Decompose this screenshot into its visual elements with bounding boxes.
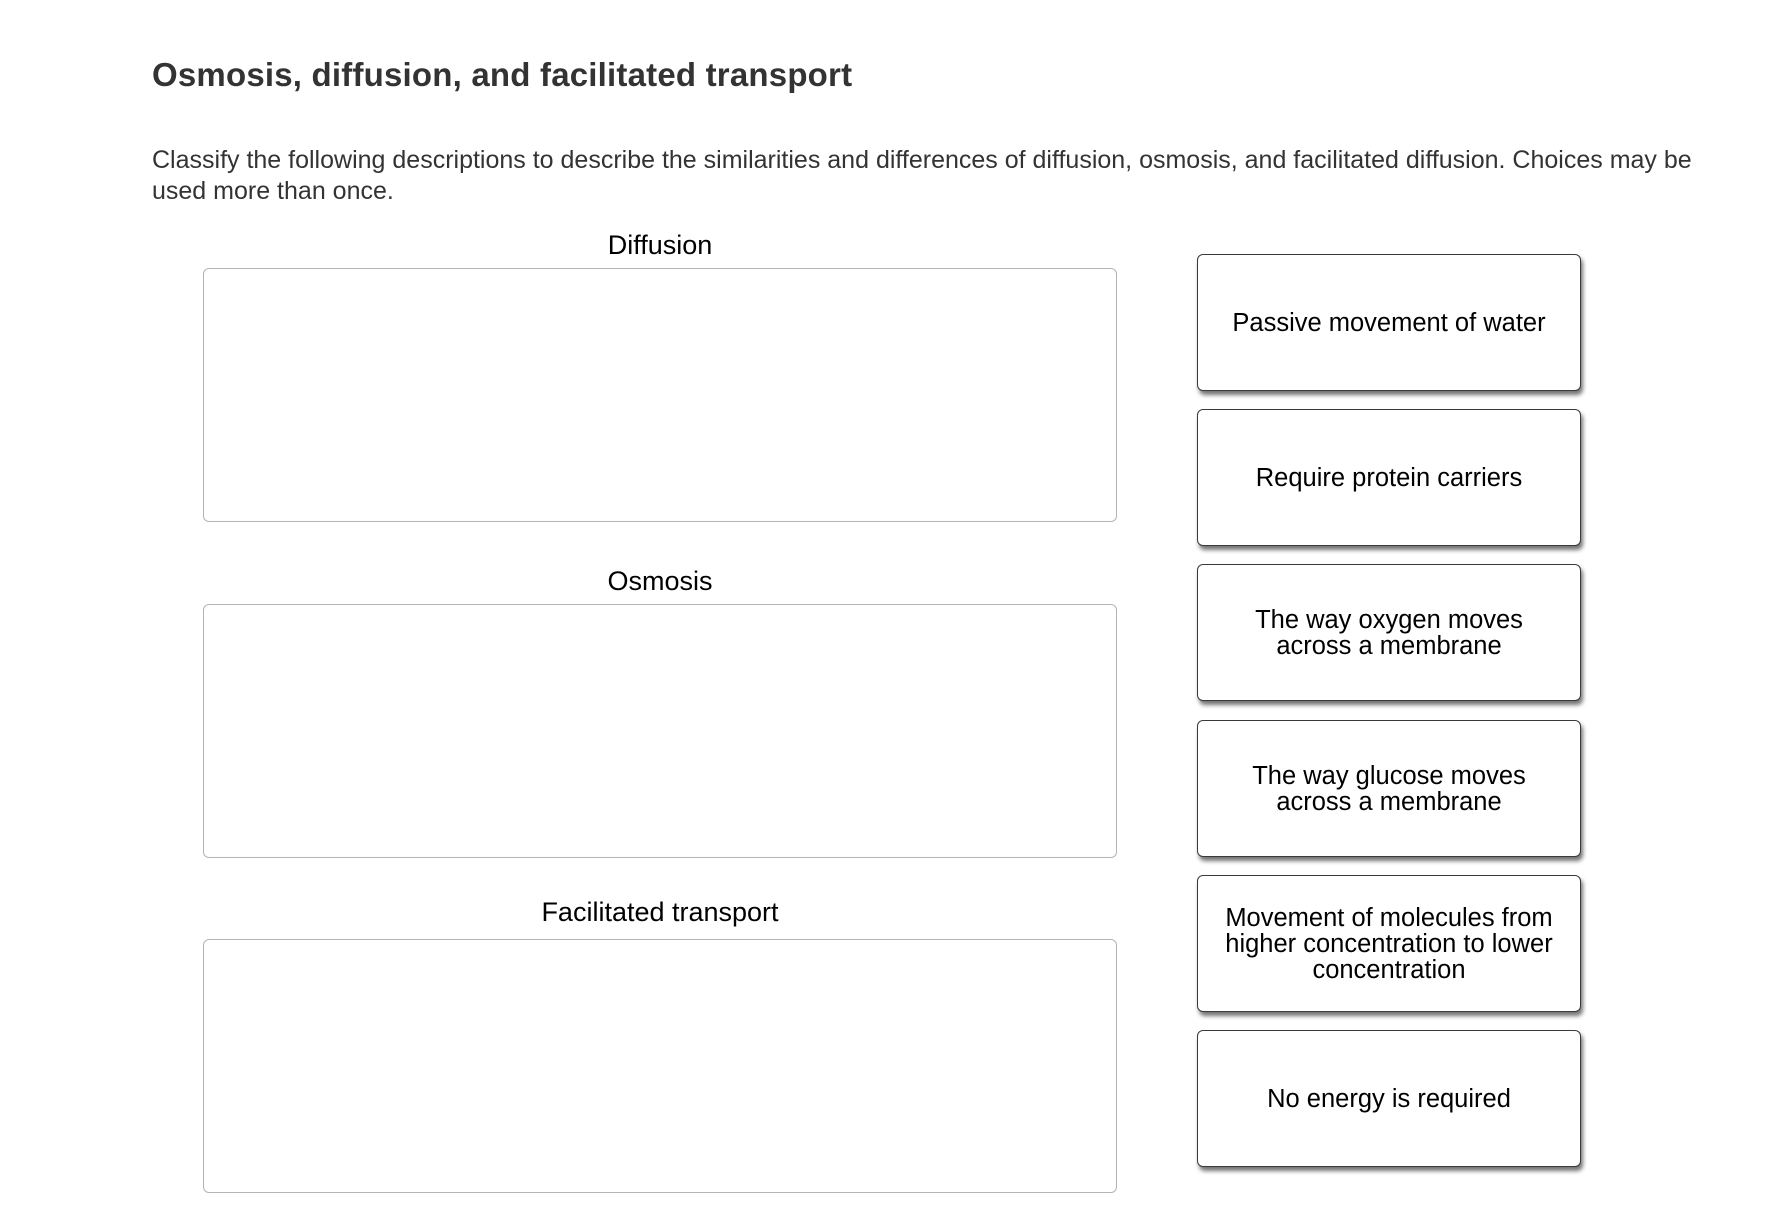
choice-label: No energy is required bbox=[1267, 1084, 1511, 1113]
choice-higher-to-lower-concentration[interactable] bbox=[1197, 875, 1581, 1012]
choice-passive-movement-of-water[interactable] bbox=[1197, 254, 1581, 391]
category-label-facilitated-transport: Facilitated transport bbox=[541, 897, 779, 927]
drop-zone-diffusion[interactable] bbox=[203, 268, 1117, 522]
choice-label: The way glucose moves across a membrane bbox=[1252, 761, 1526, 816]
choice-label: The way oxygen moves across a membrane bbox=[1255, 605, 1523, 660]
drop-zone-facilitated-transport[interactable] bbox=[203, 939, 1117, 1193]
choice-label: Movement of molecules from higher concentration to lower concentration bbox=[1225, 903, 1553, 984]
instructions-text: Classify the following descriptions to describe the similarities and differences of diffusion, osmosis, and facilitated diffusion. Choices may be used more than once. bbox=[152, 146, 1692, 205]
category-label-diffusion: Diffusion bbox=[607, 230, 713, 260]
choice-label: Passive movement of water bbox=[1232, 308, 1546, 337]
category-label-osmosis: Osmosis bbox=[607, 566, 713, 596]
drop-zone-osmosis[interactable] bbox=[203, 604, 1117, 858]
choice-glucose-moves-across-membrane[interactable] bbox=[1197, 720, 1581, 857]
choice-oxygen-moves-across-membrane[interactable] bbox=[1197, 564, 1581, 701]
choice-require-protein-carriers[interactable] bbox=[1197, 409, 1581, 546]
choice-label: Require protein carriers bbox=[1255, 463, 1523, 492]
choice-no-energy-required[interactable] bbox=[1197, 1030, 1581, 1167]
page-title: Osmosis, diffusion, and facilitated transport bbox=[152, 56, 853, 93]
